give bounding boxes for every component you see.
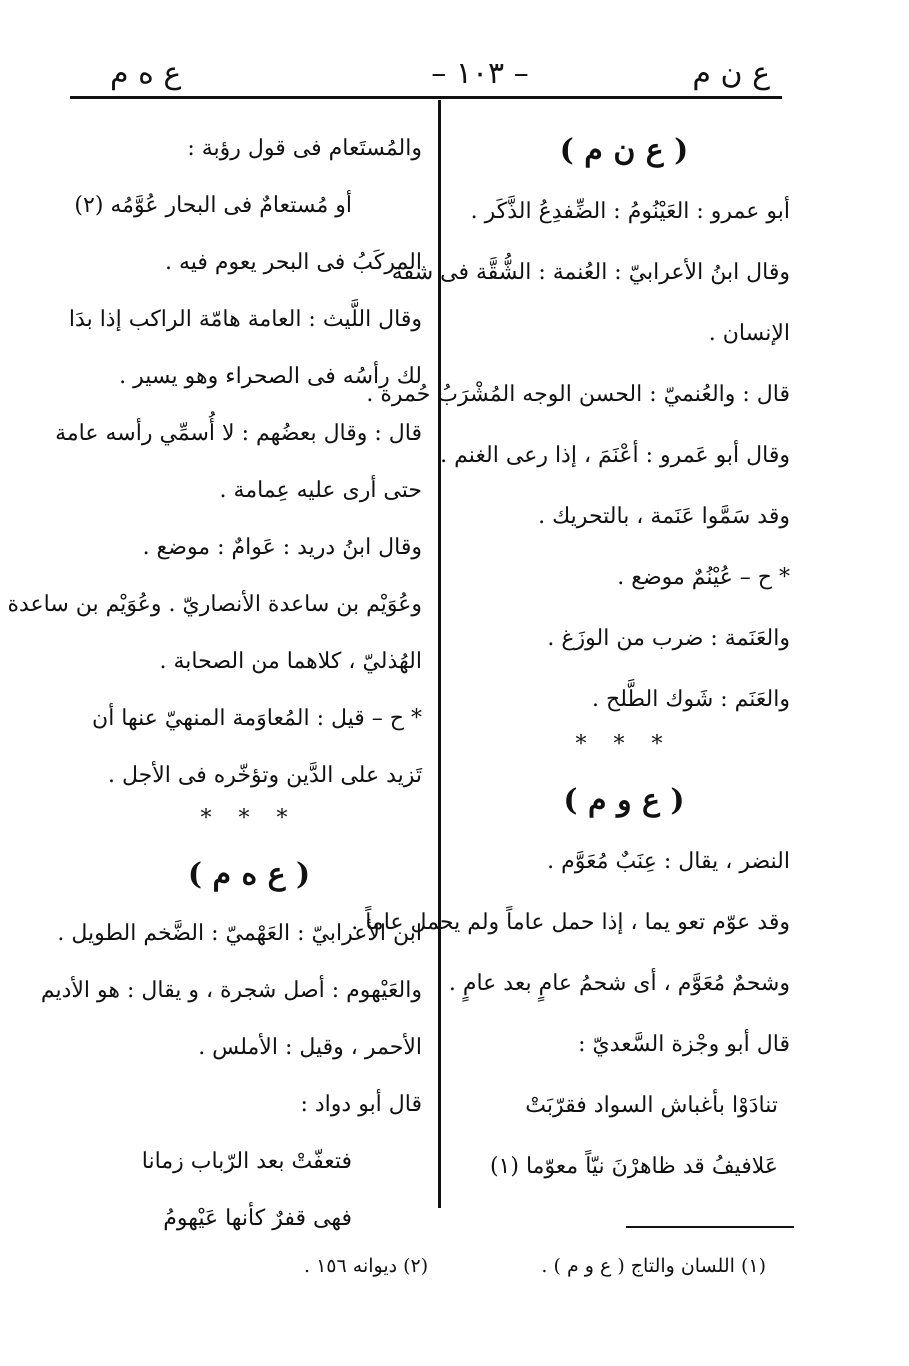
text-line: أبو عمرو : العَيْنُومُ : الضِّفدِعُ الذَّكَر .	[470, 199, 790, 224]
text-line: والعَنَم : شَوك الطَّلح .	[592, 687, 790, 712]
text-line: قال : وقال بعضُهم : لا أُسمِّي رأسه عامة	[55, 421, 422, 446]
header-rule	[70, 96, 782, 99]
text-line: قال أبو وجْزة السَّعديّ :	[578, 1032, 790, 1057]
text-line: وشحمٌ مُعَوَّم ، أى شحمُ عامٍ بعد عامٍ .	[448, 971, 790, 996]
text-line: المركَبُ فى البحر يعوم فيه .	[164, 250, 422, 275]
text-line: الإنسان .	[708, 321, 790, 346]
section-separator: * * *	[200, 806, 298, 831]
text-line: وقال اللَّيث : العامة هامّة الراكب إذا بدَا	[68, 307, 422, 332]
verse-line: أو مُستعامٌ فى البحار عُوَّمُه (٢)	[74, 193, 352, 218]
header-root-right: ع ن م	[692, 56, 770, 91]
text-line: وقال أبو عَمرو : أعْنَمَ ، إذا رعى الغنم .	[440, 443, 790, 468]
footnote-1: (١) اللسان والتاج ( ع و م ) .	[541, 1255, 766, 1277]
text-line: والعَيْهوم : أصل شجرة ، و يقال : هو الأديم	[40, 978, 422, 1003]
footnotes	[76, 1255, 790, 1289]
section-separator: * * *	[575, 732, 673, 757]
entry-heading-anm: ( ع ن م )	[559, 133, 689, 168]
entry-heading-awm: ( ع و م )	[563, 783, 685, 818]
text-line: قال : والعُنميّ : الحسن الوجه المُشْرَبُ حُمرة .	[366, 382, 790, 407]
text-line: قال أبو دواد :	[300, 1092, 422, 1117]
left-column	[7, 120, 422, 1247]
text-line: وقد عوّم تعو يما ، إذا حمل عاماً ولم يحمل عاماً .	[351, 910, 790, 935]
text-line: لك رأسُه فى الصحراء وهو يسير .	[119, 364, 422, 389]
text-line: حتى أرى عليه عِمامة .	[219, 478, 422, 503]
entry-heading-ahm: ( ع ه م )	[187, 857, 311, 892]
text-line: الأحمر ، وقيل : الأملس .	[198, 1035, 422, 1060]
text-line: وقال ابنُ دريد : عَوامٌ : موضع .	[142, 535, 422, 560]
verse-line: فتعفّتْ بعد الرّباب زمانا	[141, 1149, 352, 1174]
text-line: وقال ابنُ الأعرابيّ : العُنمة : الشُّقَّة فى شفة	[391, 260, 790, 285]
text-line: النضر ، يقال : عِنَبٌ مُعَوَّم .	[547, 849, 790, 874]
verse-line: عَلافيفُ قد ظاهرْنَ نيّاً معوّما (١)	[489, 1154, 778, 1179]
text-line: وعُوَيْم بن ساعدة الأنصاريّ . وعُوَيْم بن ساعدة	[7, 592, 422, 617]
verse-line: فهى قفرٌ كأنها عَيْهومُ	[163, 1206, 352, 1231]
text-line: وقد سَمَّوا عَنَمة ، بالتحريك .	[538, 504, 790, 529]
text-line: والمُستَعام فى قول رؤبة :	[187, 136, 422, 161]
text-line: ابن الأعرابيّ : العَهْميّ : الضَّخم الطويل .	[57, 921, 422, 946]
verse-line: تنادَوْا بأغباش السواد فقرّبَتْ	[525, 1093, 778, 1118]
text-line: تَزيد على الدَّين وتؤخّره فى الأجل .	[107, 763, 422, 788]
text-line: * ح – عُيْنُمٌ موضع .	[617, 565, 790, 590]
page-header	[70, 56, 790, 98]
text-line: والعَنَمة : ضرب من الوزَغ .	[547, 626, 790, 651]
text-line: * ح – قيل : المُعاوَمة المنهيّ عنها أن	[92, 706, 422, 731]
text-line: الهُذليّ ، كلاهما من الصحابة .	[159, 649, 422, 674]
footnote-rule	[626, 1226, 794, 1228]
footnote-2: (٢) ديوانه ١٥٦ .	[304, 1255, 429, 1277]
page-number: – ١٠٣ –	[431, 56, 529, 91]
header-root-left: ع ه م	[110, 56, 182, 91]
